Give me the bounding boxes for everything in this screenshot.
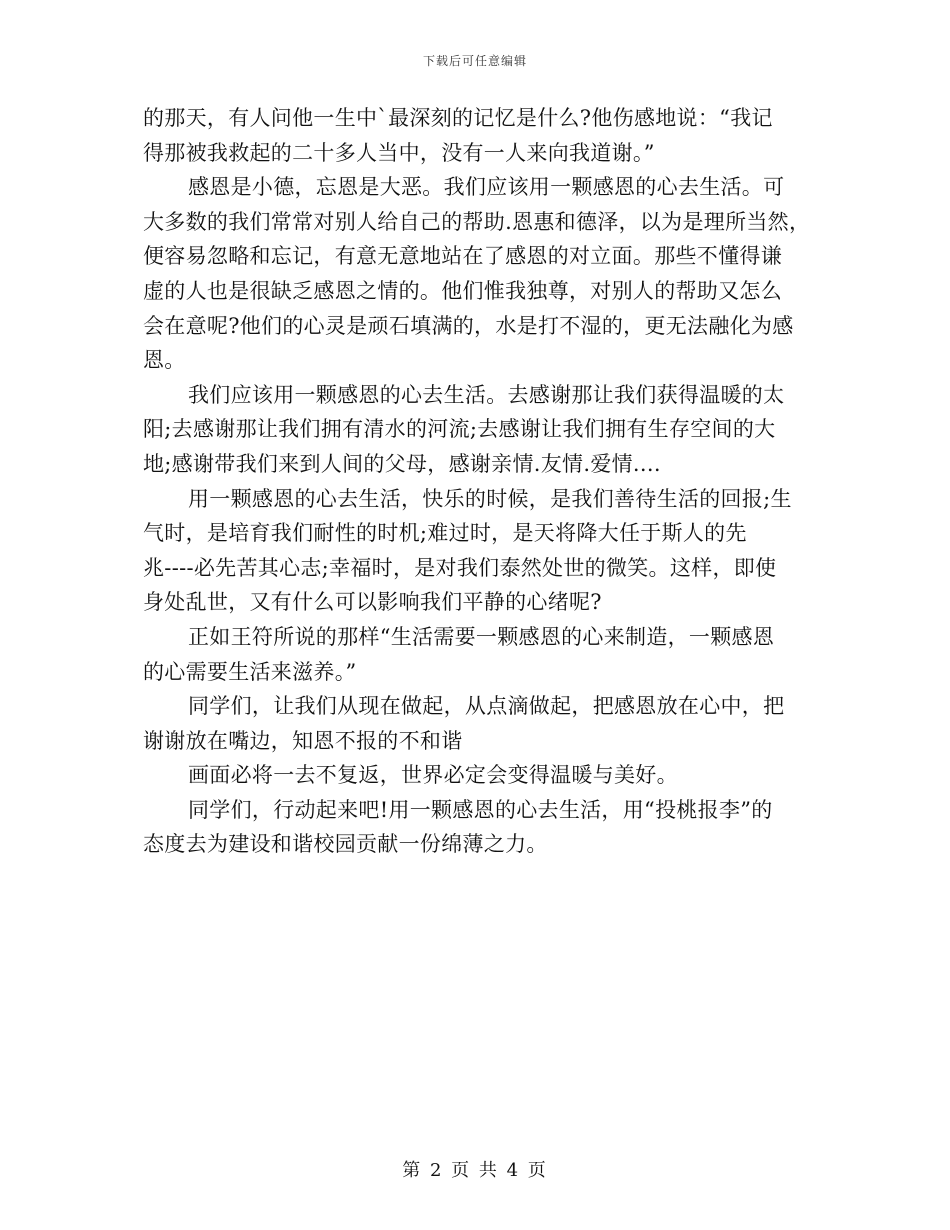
text-line: 虚的人也是很缺乏感恩之情的。他们惟我独尊，对别人的帮助又怎么	[143, 278, 782, 303]
text-line: 地;感谢带我们来到人间的父母，感谢亲情.友情.爱情....	[143, 451, 661, 476]
text-line: 身处乱世，又有什么可以影响我们平静的心绪呢?	[143, 590, 602, 615]
text-line: 谢谢放在嘴边，知恩不报的不和谐	[143, 728, 463, 753]
text-line: 便容易忽略和忘记，有意无意地站在了感恩的对立面。那些不懂得谦	[143, 244, 782, 269]
document-body	[143, 101, 811, 862]
text-line: 会在意呢?他们的心灵是顽石填满的，水是打不湿的，更无法融化为感	[143, 313, 794, 338]
text-line: 得那被我救起的二十多人当中，没有一人来向我道谢。”	[143, 140, 655, 165]
paragraph-start-line: 用一颗感恩的心去生活，快乐的时候，是我们善待生活的回报;生	[188, 486, 792, 511]
paragraph-start-line: 感恩是小德，忘恩是大恶。我们应该用一颗感恩的心去生活。可	[188, 175, 785, 200]
paragraph-start-line: 正如王符所说的那样“生活需要一颗感恩的心来制造，一颗感恩	[188, 624, 775, 649]
page-number-footer: 第 2 页 共 4 页	[402, 1160, 548, 1181]
text-line: 大多数的我们常常对别人给自己的帮助.恩惠和德泽，以为是理所当然，	[143, 209, 811, 234]
text-line: 态度去为建设和谐校园贡献一份绵薄之力。	[143, 832, 548, 857]
text-line: 的心需要生活来滋养。”	[143, 659, 357, 684]
text-line: 的那天，有人问他一生中`最深刻的记忆是什么?他伤感地说：“我记	[143, 106, 773, 130]
text-line: 阳;去感谢那让我们拥有清水的河流;去感谢让我们拥有生存空间的大	[143, 417, 776, 442]
text-line: 气时，是培育我们耐性的时机;难过时，是天将降大任于斯人的先	[143, 521, 747, 546]
page-header: 下载后可任意编辑	[422, 54, 527, 68]
text-line: 恩。	[143, 348, 186, 373]
paragraph-start-line: 同学们，让我们从现在做起，从点滴做起，把感恩放在心中，把	[188, 694, 785, 719]
paragraph-start-line: 画面必将一去不复返，世界必定会变得温暖与美好。	[188, 763, 678, 788]
text-line: 兆----必先苦其心志;幸福时，是对我们泰然处世的微笑。这样，即使	[143, 555, 777, 580]
paragraph-start-line: 我们应该用一颗感恩的心去生活。去感谢那让我们获得温暖的太	[188, 382, 785, 407]
paragraph-start-line: 同学们，行动起来吧!用一颗感恩的心去生活，用“投桃报李”的	[188, 797, 773, 822]
